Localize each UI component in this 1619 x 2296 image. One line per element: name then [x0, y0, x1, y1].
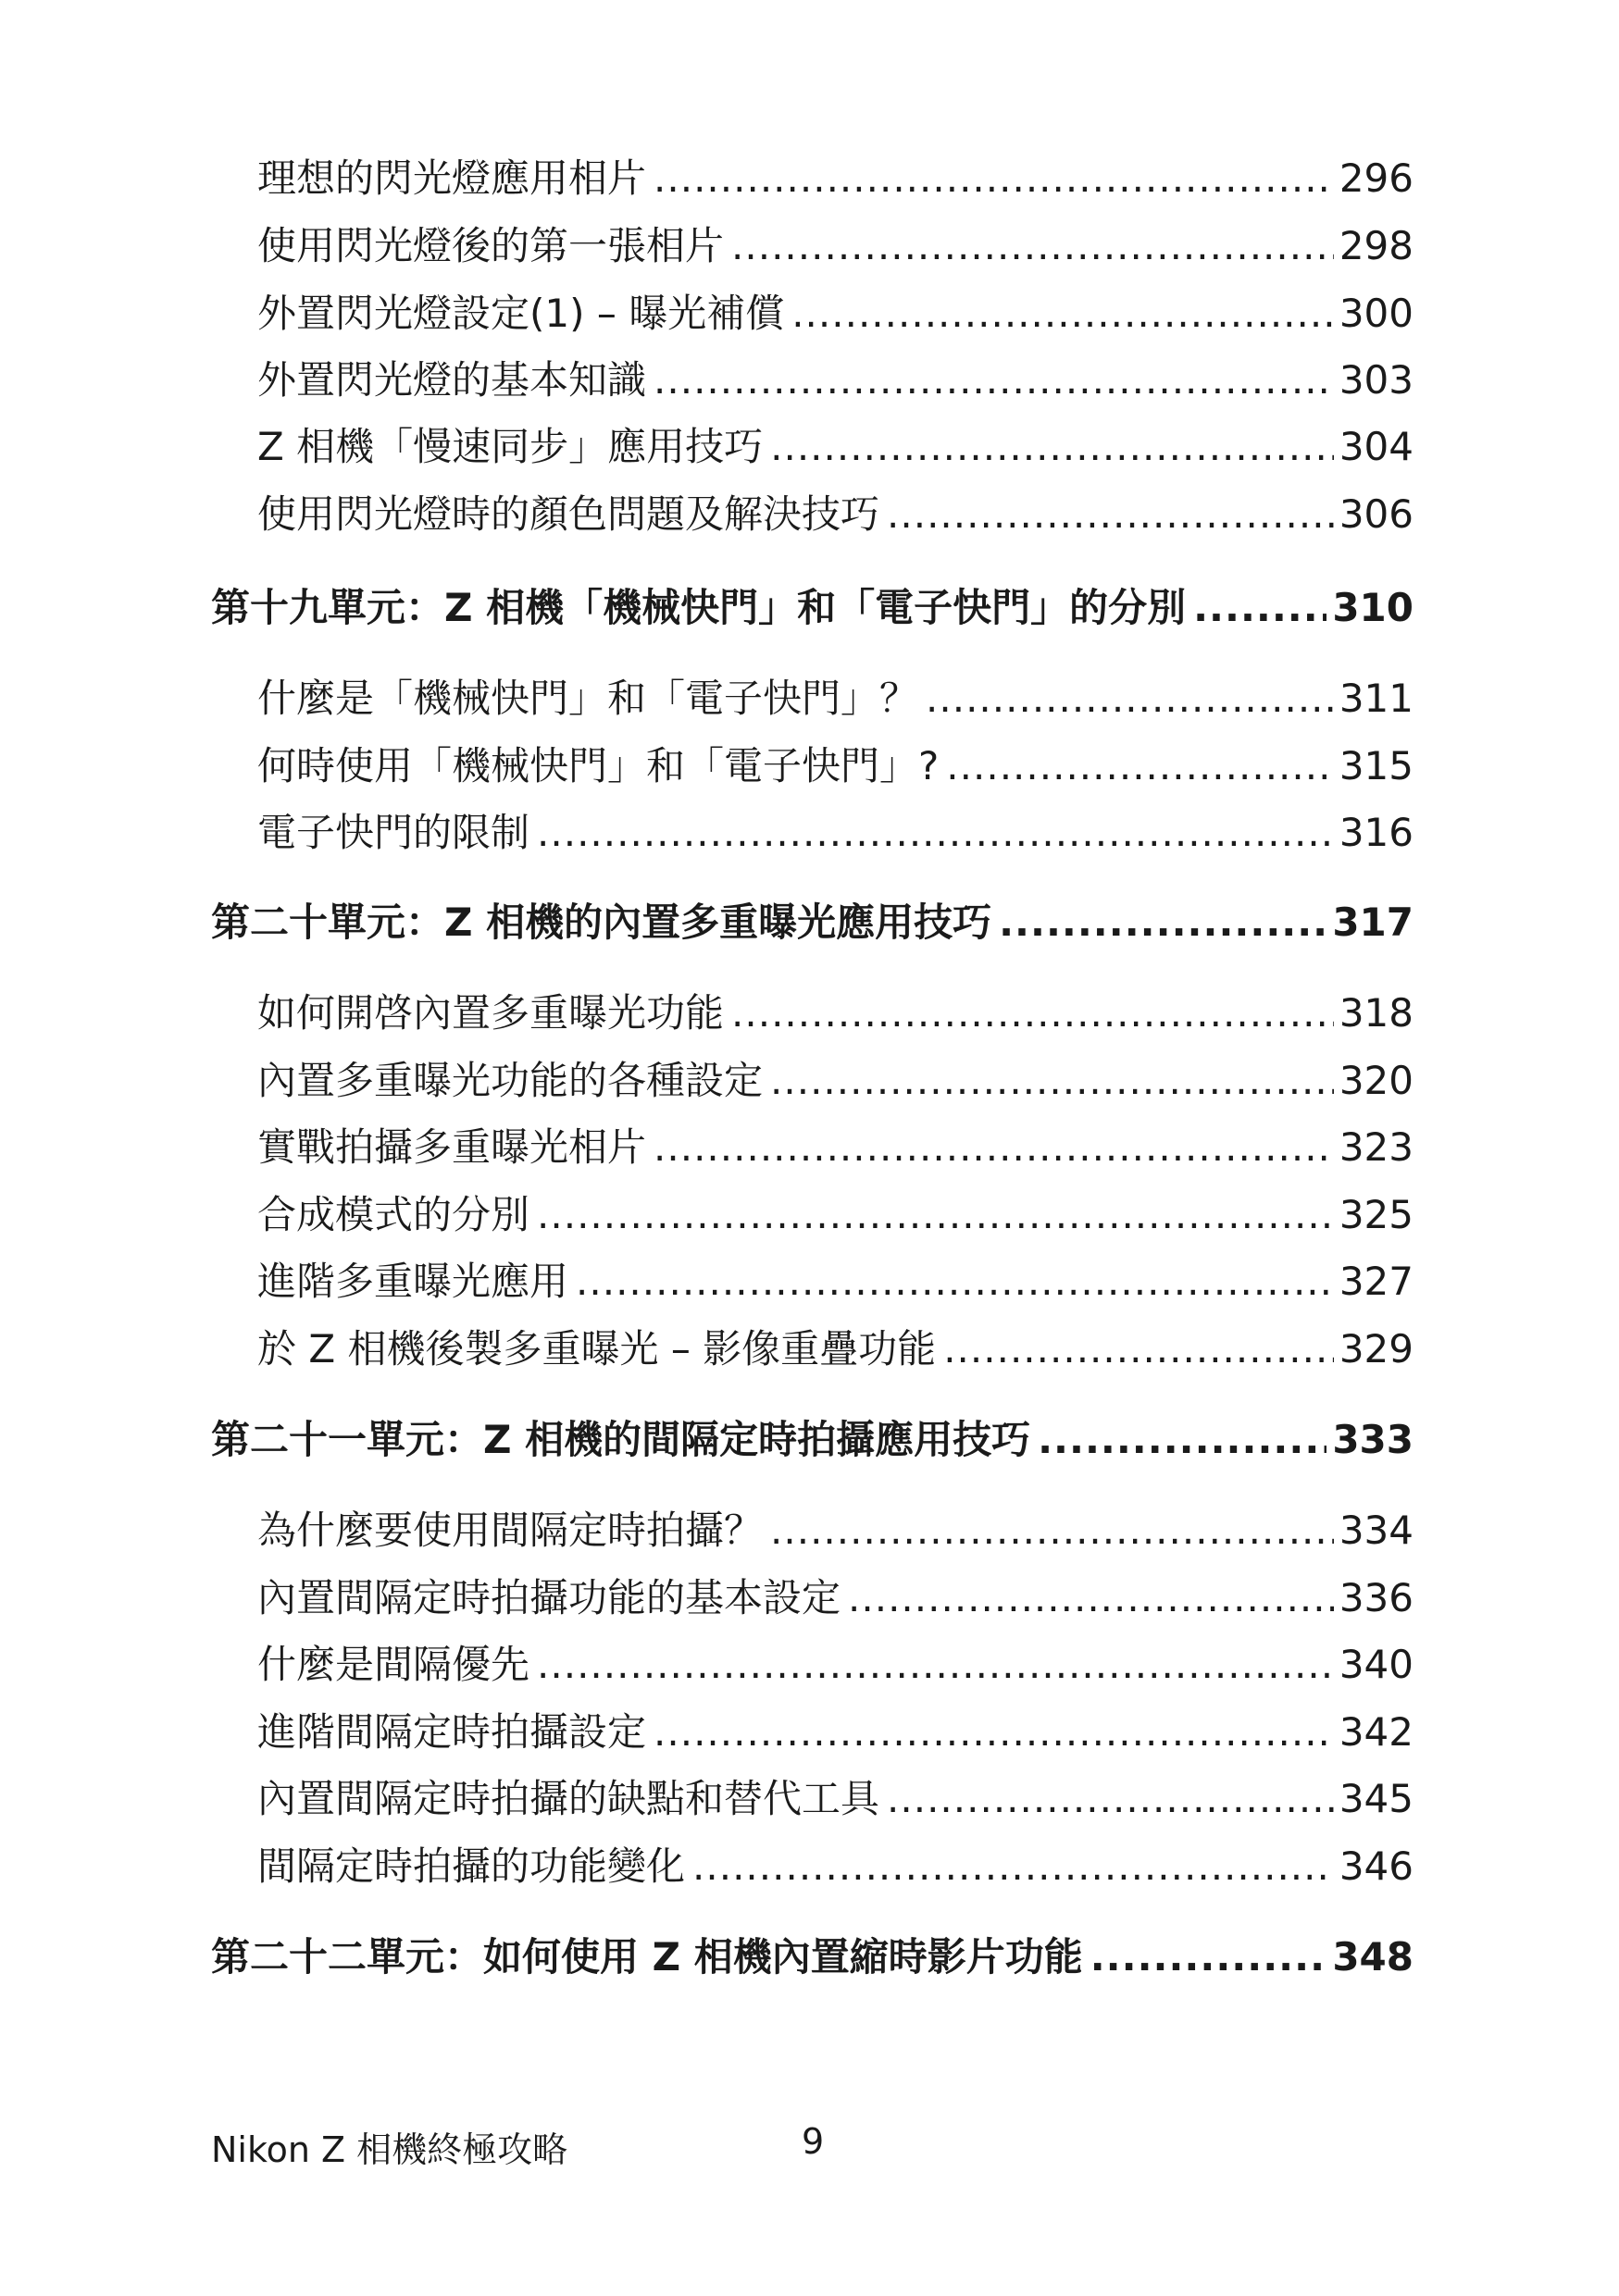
toc-section-entry [257, 1568, 1414, 1623]
toc-section-entry [257, 1251, 1414, 1307]
toc-entry-page: 348 [1332, 1934, 1414, 1980]
toc-entry-page: 346 [1339, 1843, 1414, 1889]
toc-section-entry [257, 1117, 1414, 1173]
toc-chapter-entry [211, 1927, 1414, 1982]
toc-entry-page: 340 [1339, 1642, 1414, 1687]
dot-leader [1038, 1417, 1326, 1462]
dot-leader [770, 424, 1334, 469]
dot-leader [537, 810, 1334, 855]
toc-entry-page: 306 [1339, 491, 1414, 537]
toc-entry-page: 316 [1339, 810, 1414, 855]
toc-entry-title: 第二十二單元：如何使用 Z 相機內置縮時影片功能 [211, 1934, 1083, 1980]
toc-entry-page: 298 [1339, 223, 1414, 268]
toc-entry-title: Z 相機「慢速同步」應用技巧 [257, 424, 764, 469]
toc-section-entry [257, 283, 1414, 339]
toc-entry-title: 實戰拍攝多重曝光相片 [257, 1124, 647, 1170]
dot-leader [731, 990, 1334, 1036]
toc-entry-page: 345 [1339, 1776, 1414, 1821]
toc-entry-title: 間隔定時拍攝的功能變化 [257, 1843, 686, 1889]
toc-section-entry [257, 1185, 1414, 1240]
dot-leader [731, 223, 1334, 268]
toc-chapter-entry [211, 1409, 1414, 1465]
toc-chapter-entry [211, 892, 1414, 948]
dot-leader [654, 357, 1334, 403]
footer-page-number: 9 [802, 2121, 825, 2162]
toc-entry-page: 318 [1339, 990, 1414, 1036]
toc-entry-title: 外置閃光燈設定(1) – 曝光補償 [257, 291, 785, 336]
toc-entry-page: 304 [1339, 424, 1414, 469]
toc-entry-page: 320 [1339, 1058, 1414, 1103]
toc-entry-page: 300 [1339, 291, 1414, 336]
toc-entry-page: 327 [1339, 1259, 1414, 1304]
toc-entry-title: 內置多重曝光功能的各種設定 [257, 1058, 764, 1103]
toc-entry-title: 進階間隔定時拍攝設定 [257, 1709, 647, 1755]
toc-section-entry [257, 1319, 1414, 1374]
toc-entry-page: 333 [1332, 1417, 1414, 1462]
dot-leader [887, 1776, 1334, 1821]
toc-section-entry [257, 1500, 1414, 1556]
toc-section-entry [257, 802, 1414, 858]
toc-entry-title: 何時使用「機械快門」和「電子快門」? [257, 743, 940, 788]
toc-section-entry [257, 1702, 1414, 1757]
toc-section-entry [257, 484, 1414, 540]
toc-chapter-entry [211, 577, 1414, 633]
dot-leader [926, 676, 1334, 721]
toc-entry-title: 什麼是間隔優先 [257, 1642, 530, 1687]
toc-entry-title: 使用閃光燈時的顏色問題及解決技巧 [257, 491, 880, 537]
toc-entry-page: 296 [1339, 155, 1414, 201]
toc-entry-page: 311 [1339, 676, 1414, 721]
toc-entry-page: 329 [1339, 1326, 1414, 1371]
toc-entry-page: 315 [1339, 743, 1414, 788]
dot-leader [848, 1575, 1334, 1620]
toc-entry-title: 為什麼要使用間隔定時拍攝？ [257, 1508, 764, 1553]
toc-section-entry [257, 1836, 1414, 1892]
toc-entry-title: 使用閃光燈後的第一張相片 [257, 223, 725, 268]
toc-entry-page: 336 [1339, 1575, 1414, 1620]
toc-entry-title: 合成模式的分別 [257, 1192, 530, 1237]
toc-entry-title: 理想的閃光燈應用相片 [257, 155, 647, 201]
toc-section-entry [257, 216, 1414, 271]
toc-entry-title: 外置閃光燈的基本知識 [257, 357, 647, 403]
dot-leader [946, 743, 1334, 788]
toc-section-entry [257, 1634, 1414, 1690]
toc-entry-title: 什麼是「機械快門」和「電子快門」？ [257, 676, 919, 721]
toc-entry-page: 310 [1332, 585, 1414, 630]
dot-leader [654, 1709, 1334, 1755]
toc-entry-title: 如何開啓內置多重曝光功能 [257, 990, 725, 1036]
toc-entry-page: 317 [1332, 900, 1414, 945]
toc-section-entry [257, 736, 1414, 791]
toc-section-entry [257, 416, 1414, 472]
toc-entry-title: 第十九單元：Z 相機「機械快門」和「電子快門」的分別 [211, 585, 1187, 630]
dot-leader [770, 1058, 1334, 1103]
dot-leader [887, 491, 1334, 537]
dot-leader [654, 1124, 1334, 1170]
toc-entry-page: 303 [1339, 357, 1414, 403]
toc-section-entry [257, 983, 1414, 1038]
dot-leader [692, 1843, 1334, 1889]
dot-leader [1193, 585, 1326, 630]
toc-entry-title: 於 Z 相機後製多重曝光 – 影像重疊功能 [257, 1326, 937, 1371]
toc-entry-page: 325 [1339, 1192, 1414, 1237]
toc-section-entry [257, 1769, 1414, 1824]
dot-leader [654, 155, 1334, 201]
dot-leader [999, 900, 1326, 945]
toc-entry-title: 進階多重曝光應用 [257, 1259, 569, 1304]
dot-leader [770, 1508, 1334, 1553]
toc-entry-page: 323 [1339, 1124, 1414, 1170]
toc-section-entry [257, 668, 1414, 724]
toc-entry-title: 內置間隔定時拍攝的缺點和替代工具 [257, 1776, 880, 1821]
toc-entry-title: 內置間隔定時拍攝功能的基本設定 [257, 1575, 841, 1620]
toc-section-entry [257, 1050, 1414, 1106]
dot-leader [537, 1192, 1334, 1237]
toc-section-entry [257, 350, 1414, 405]
footer-book-title: Nikon Z 相機終極攻略 [211, 2129, 568, 2170]
toc-entry-page: 334 [1339, 1508, 1414, 1553]
dot-leader [537, 1642, 1334, 1687]
dot-leader [943, 1326, 1334, 1371]
dot-leader [1090, 1934, 1327, 1980]
dot-leader [791, 291, 1334, 336]
toc-entry-title: 第二十一單元：Z 相機的間隔定時拍攝應用技巧 [211, 1417, 1031, 1462]
toc-entry-title: 電子快門的限制 [257, 810, 530, 855]
toc-entry-title: 第二十單元：Z 相機的內置多重曝光應用技巧 [211, 900, 992, 945]
toc-section-entry [257, 148, 1414, 204]
toc-entry-page: 342 [1339, 1709, 1414, 1755]
dot-leader [576, 1259, 1334, 1304]
